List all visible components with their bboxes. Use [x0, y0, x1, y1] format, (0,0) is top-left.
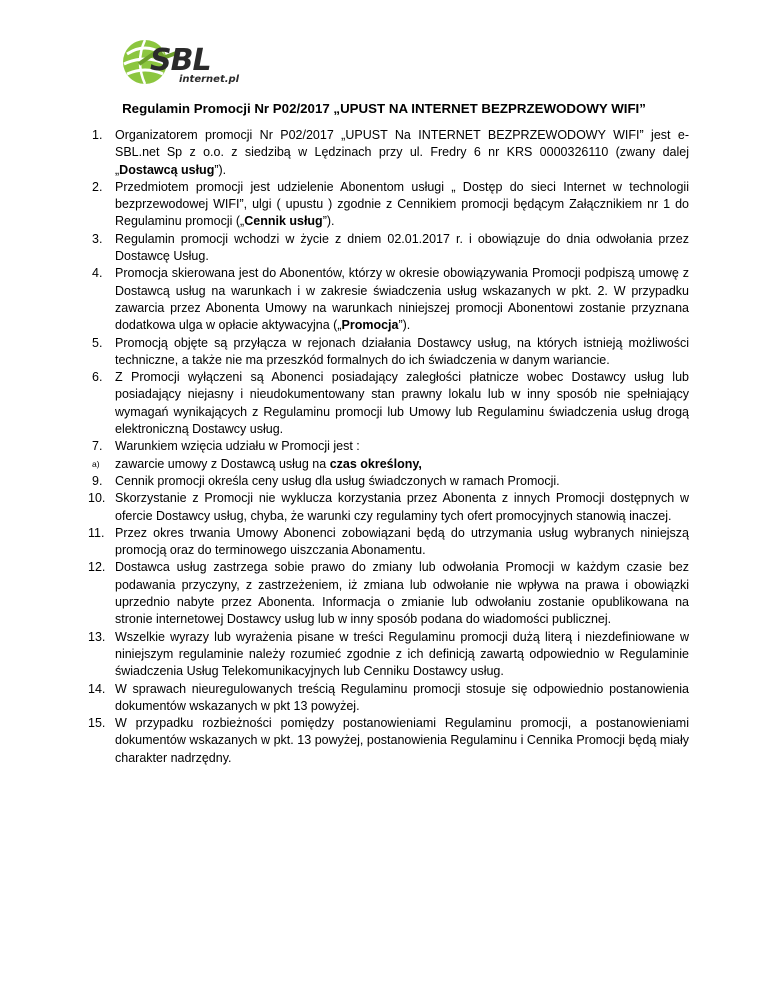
- document-title: Regulamin Promocji Nr P02/2017 „UPUST NA INTERNET BEZPRZEWODOWY WIFI”: [122, 101, 646, 116]
- rule-number: 14.: [88, 681, 106, 696]
- rule-number: 5.: [92, 335, 103, 350]
- rule-number: 12.: [88, 560, 106, 575]
- rule-subnumber: a): [92, 458, 100, 469]
- rule-item: 12. Dostawca usług zastrzega sobie prawo do zmiany lub odwołania Promocji w każdym czasie bez podawania przyczyny, z zastrzeżeniem, iż zmiana lub odwołanie nie wpływa na prawa i obowiązki uprzednio nabyte przez Abonenta. Informacja o zmianie lub odwołaniu zostanie opublikowana na stronie internetowej Dostawcy usług lub w inny sposób podana do wiadomości publicznej.: [88, 560, 689, 627]
- rule-item: 7. Warunkiem wzięcia udziału w Promocji jest :: [92, 438, 689, 455]
- rule-item: 13. Wszelkie wyrazy lub wyrażenia pisane w treści Regulaminu promocji dużą literą i niezdefiniowane w niniejszym regulaminie należy rozumieć zgodnie z ich definicją zawartą odpowiednio w Regulaminie świadczenia Usług Telekomunikacyjnych lub Cenniku Dostawcy usług.: [88, 629, 689, 679]
- logo-wordmark: SBL: [150, 43, 211, 78]
- rule-number: 1.: [92, 128, 103, 142]
- rules-list: [88, 127, 689, 767]
- rule-item: 4. Promocja skierowana jest do Abonentów, którzy w okresie obowiązywania Promocji podpiszą umowę z Dostawcą usług na warunkach i w zakresie świadczenia usług wskazanych w pkt. 2. W przypadku zawarcia przez Abonenta Umowy na warunkach niniejszej promocji Abonentowi zostanie przyznana dodatkowa ulga w opłacie aktywacyjna („Promocja”).: [92, 266, 689, 333]
- rule-item: 11. Przez okres trwania Umowy Abonenci zobowiązani będą do utrzymania usług wybranych niniejszą promocją oraz do terminowego uiszczania Abonamentu.: [88, 525, 689, 558]
- rule-number: 3.: [92, 231, 103, 246]
- logo-subtext: internet.pl: [179, 74, 240, 85]
- rule-item: 5. Promocją objęte są przyłącza w rejonach działania Dostawcy usług, na których istnieją możliwości techniczne, a także nie ma przeszkód formalnych do ich świadczenia w danym wariancie.: [92, 335, 689, 367]
- rule-item: 1. Organizatorem promocji Nr P02/2017 „UPUST Na INTERNET BEZPRZEWODOWY WIFI” jest e-SBL.net Sp z o.o. z siedzibą w Lędzinach przy ul. Fredry 6 nr KRS 0000326110 (zwany dalej „Dostawcą usług”).: [92, 128, 689, 177]
- rule-number: 9.: [92, 473, 103, 488]
- rule-number: 6.: [92, 370, 103, 385]
- rule-item: 10. Skorzystanie z Promocji nie wyklucza korzystania przez Abonenta z innych Promocji dostępnych w ofercie Dostawcy usług, chyba, że warunki czy regulaminy tych ofert promocyjnych stanowią inaczej.: [88, 491, 689, 523]
- rule-item: 3. Regulamin promocji wchodzi w życie z dniem 02.01.2017 r. i obowiązuje do dnia odwołania przez Dostawcę Usług.: [92, 231, 689, 264]
- rule-number: 11.: [88, 525, 105, 540]
- rule-number: 7.: [92, 439, 103, 454]
- rule-number: 4.: [92, 266, 103, 281]
- rule-subitem: a) zawarcie umowy z Dostawcą usług na czas określony,: [92, 456, 689, 473]
- rule-item: 6. Z Promocji wyłączeni są Abonenci posiadający zaległości płatnicze wobec Dostawcy usług lub posiadający niejasny i nieudokumentowany stan prawny lokalu lub w inny sposób nie spełniający wymagań wynikających z Regulaminu promocji lub Umowy lub Regulaminu świadczenia usług drogą elektroniczną Dostawcy usług.: [92, 370, 689, 437]
- rule-item: 2. Przedmiotem promocji jest udzielenie Abonentom usługi „ Dostęp do sieci Internet w technologii bezprzewodowej WIFI”, ulgi ( upustu ) zgodnie z Cennikiem promocji będącym Załącznikiem nr 1 do Regulaminu promocji („Cennik usług”).: [92, 179, 689, 229]
- rule-item: 15. W przypadku rozbieżności pomiędzy postanowieniami Regulaminu promocji, a postanowieniami dokumentów wskazanych w pkt. 13 powyżej, postanowienia Regulaminu i Cennika Promocji będą miały charakter nadrzędny.: [88, 716, 689, 765]
- rule-number: 13.: [88, 629, 106, 644]
- rule-number: 15.: [88, 716, 106, 731]
- rule-item: 9. Cennik promocji określa ceny usług dla usług świadczonych w ramach Promocji.: [92, 473, 689, 490]
- rule-number: 10.: [88, 491, 106, 506]
- rule-item: 14. W sprawach nieuregulowanych treścią Regulaminu promocji stosuje się odpowiednio postanowienia dokumentów wskazanych w pkt 13 powyżej.: [88, 681, 689, 713]
- rule-number: 2.: [92, 179, 103, 194]
